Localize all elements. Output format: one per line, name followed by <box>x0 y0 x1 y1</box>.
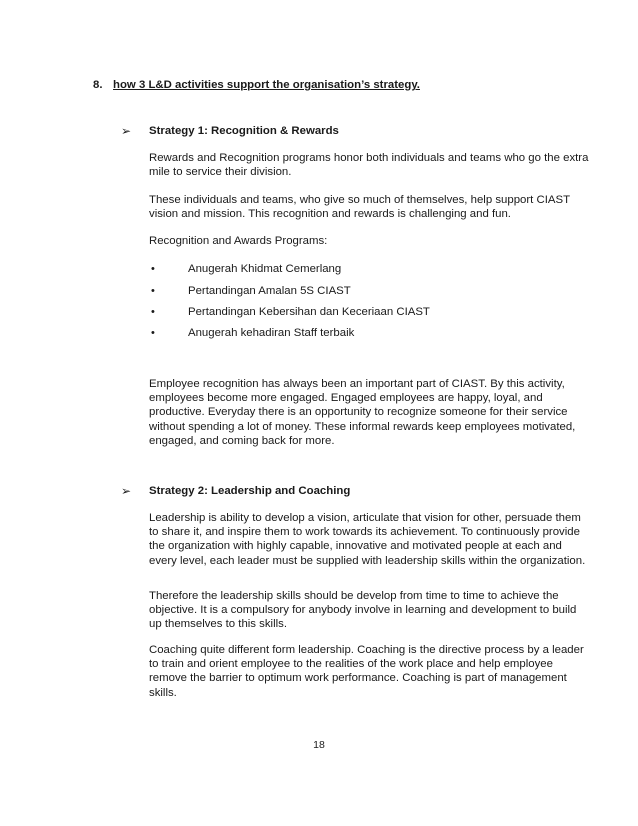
list-item: Pertandingan Amalan 5S CIAST <box>188 285 351 297</box>
arrow-bullet-icon: ➢ <box>121 484 132 498</box>
strategy-1-paragraph-3: Recognition and Awards Programs: <box>149 235 328 247</box>
section-heading <box>93 78 420 92</box>
arrow-bullet-icon: ➢ <box>121 124 132 138</box>
page-number: 18 <box>313 739 325 751</box>
strategy-1-title: Strategy 1: Recognition & Rewards <box>149 125 339 137</box>
strategy-2-paragraph-2: Therefore the leadership skills should be develop from time to time to achieve the objective. It is a compulsory for anybody involve in learning and development to build up themselves to this skills. <box>149 590 577 631</box>
list-item: Anugerah Khidmat Cemerlang <box>188 263 342 275</box>
bullet-icon: • <box>151 263 155 275</box>
strategy-1-paragraph-1: Rewards and Recognition programs honor both individuals and teams who go the extra mile to service their division. <box>149 152 589 179</box>
strategy-1-paragraph-2: These individuals and teams, who give so much of themselves, help support CIAST vision and mission. This recognition and rewards is challenging and fun. <box>149 194 570 221</box>
bullet-icon: • <box>151 306 155 318</box>
section-number: 8. <box>93 79 103 91</box>
list-item: Anugerah kehadiran Staff terbaik <box>188 327 355 339</box>
bullet-icon: • <box>151 285 155 297</box>
strategy-1-paragraph-4: Employee recognition has always been an important part of CIAST. By this activity, employees become more engaged. Engaged employees are happy, loyal, and productive. Everyday there is an opportunity to recognize someone for their service without spending a lot of money. These informal rewards keep employees motivated, engaged, and coming back for more. <box>149 378 576 447</box>
bullet-icon: • <box>151 327 155 339</box>
strategy-2-title: Strategy 2: Leadership and Coaching <box>149 485 351 497</box>
strategy-2-paragraph-3: Coaching quite different form leadership. Coaching is the directive process by a leader to train and orient employee to the realities of the work place and help employee remove the barrier to optimum work performance. Coaching is part of management skills. <box>149 644 584 699</box>
section-title: how 3 L&D activities support the organisation’s strategy. <box>113 79 420 91</box>
strategy-2-paragraph-1: Leadership is ability to develop a vision, articulate that vision for other, persuade them to share it, and inspire them to work towards its achievement. To continuously provide the organization with highly capable, innovative and motivated people at each and every level, each leader must be supplied with leadership skills within the organization. <box>149 512 586 567</box>
list-item: Pertandingan Kebersihan dan Keceriaan CIAST <box>188 306 430 318</box>
